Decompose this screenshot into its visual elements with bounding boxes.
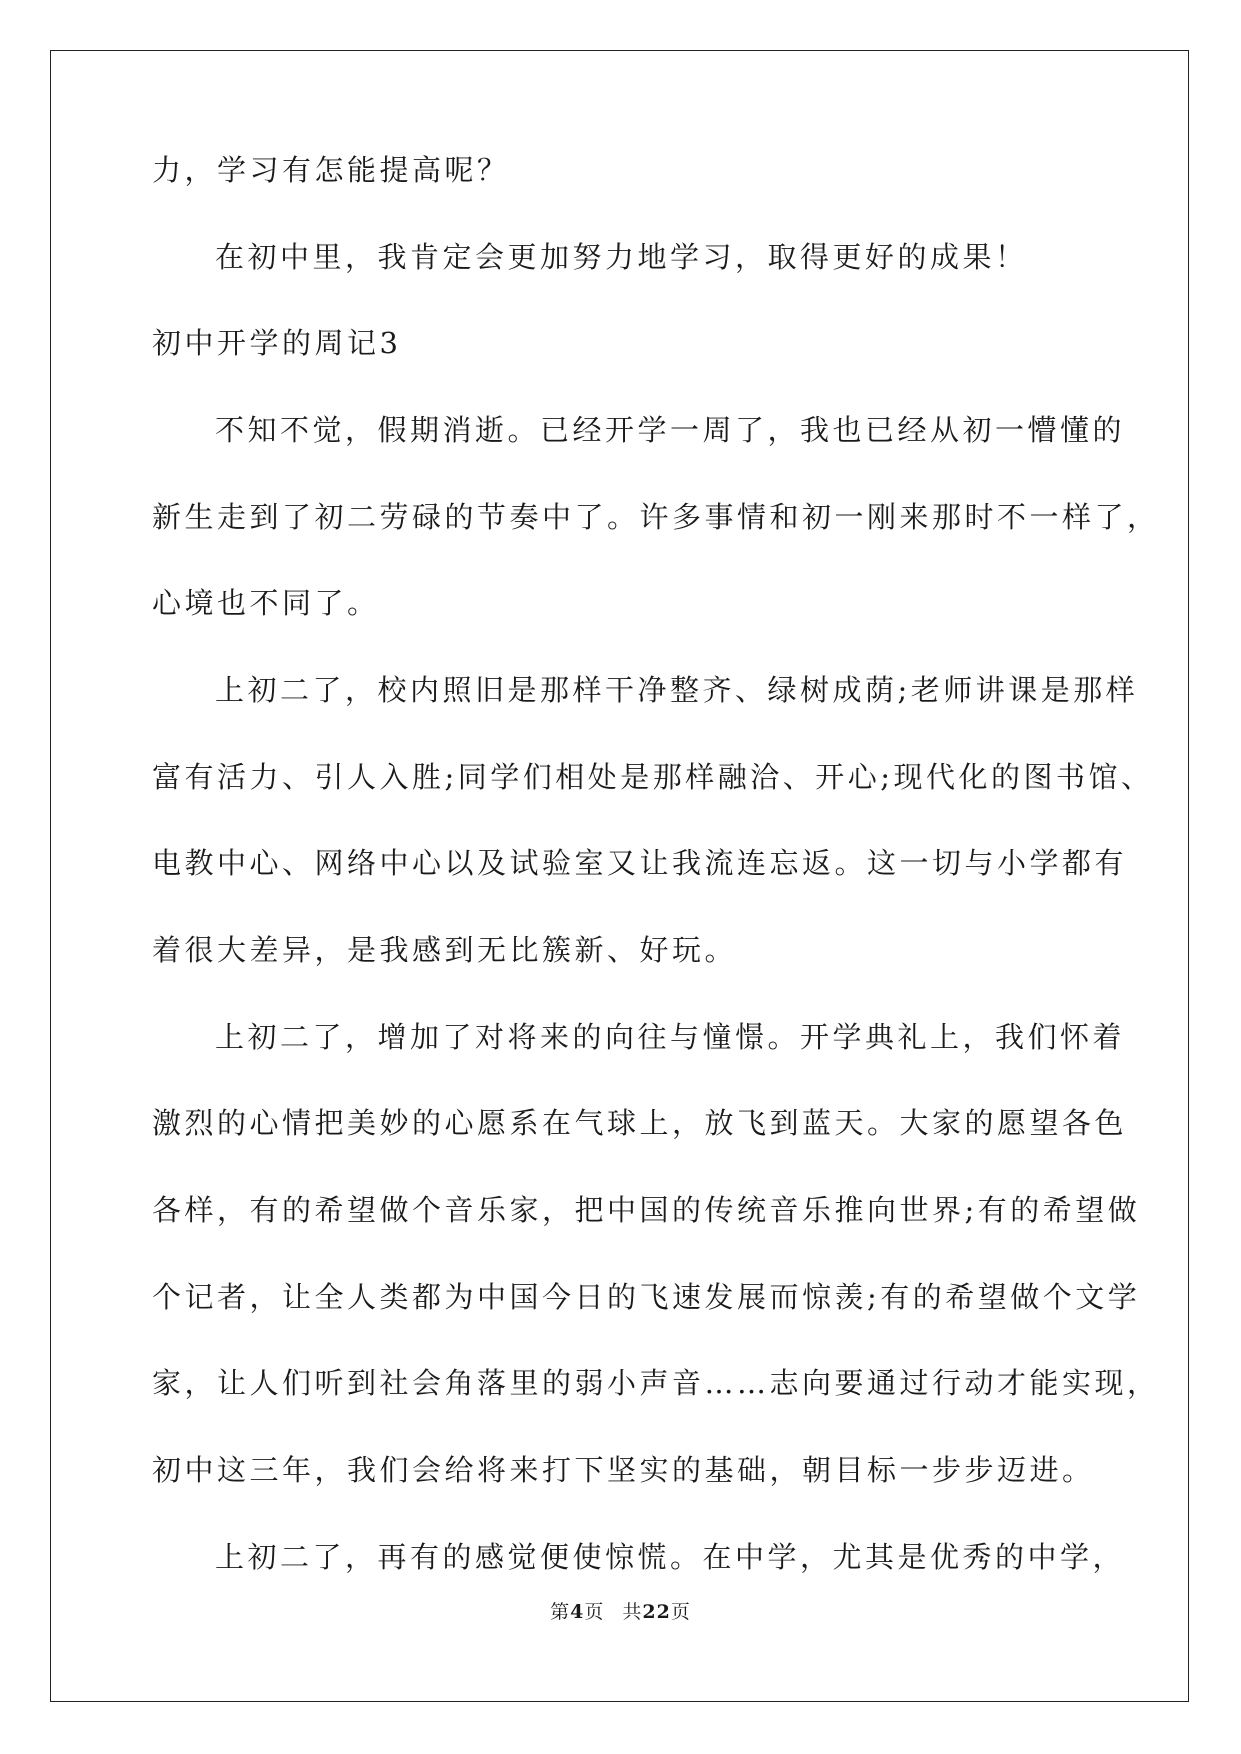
text-line: 激烈的心情把美妙的心愿系在气球上，放飞到蓝天。大家的愿望各色 <box>152 1106 1128 1140</box>
text-line: 着很大差异，是我感到无比簇新、好玩。 <box>152 933 738 967</box>
footer-total-suffix: 页 <box>670 1601 691 1623</box>
footer-total-prefix: 共 <box>622 1601 643 1623</box>
section-heading: 初中开学的周记3 <box>152 326 402 360</box>
text-line: 各样，有的希望做个音乐家，把中国的传统音乐推向世界;有的希望做 <box>152 1193 1141 1227</box>
text-line: 上初二了，校内照旧是那样干净整齐、绿树成荫;老师讲课是那样 <box>215 673 1139 707</box>
page-footer <box>0 1597 1241 1624</box>
text-line: 上初二了，增加了对将来的向往与憧憬。开学典礼上，我们怀着 <box>215 1020 1126 1054</box>
text-line: 富有活力、引人入胜;同学们相处是那样融洽、开心;现代化的图书馆、 <box>152 760 1154 794</box>
text-line: 力，学习有怎能提高呢？ <box>152 153 510 187</box>
text-line: 上初二了，再有的感觉便使惊慌。在中学，尤其是优秀的中学， <box>215 1540 1126 1574</box>
footer-page-suffix: 页 <box>584 1601 605 1623</box>
text-line: 新生走到了初二劳碌的节奏中了。许多事情和初一刚来那时不一样了， <box>152 500 1160 534</box>
text-line: 电教中心、网络中心以及试验室又让我流连忘返。这一切与小学都有 <box>152 846 1128 880</box>
text-line: 家，让人们听到社会角落里的弱小声音……志向要通过行动才能实现， <box>152 1366 1160 1400</box>
text-line: 个记者，让全人类都为中国今日的飞速发展而惊羡;有的希望做个文学 <box>152 1280 1141 1314</box>
footer-page-number: 4 <box>570 1601 585 1623</box>
footer-total-pages: 22 <box>642 1601 671 1623</box>
text-line: 初中这三年，我们会给将来打下坚实的基础，朝目标一步步迈进。 <box>152 1453 1095 1487</box>
text-line: 在初中里，我肯定会更加努力地学习，取得更好的成果！ <box>215 240 1028 274</box>
text-line: 不知不觉，假期消逝。已经开学一周了，我也已经从初一懵懂的 <box>215 413 1126 447</box>
text-line: 心境也不同了。 <box>152 586 380 620</box>
footer-prefix: 第 <box>550 1601 571 1623</box>
